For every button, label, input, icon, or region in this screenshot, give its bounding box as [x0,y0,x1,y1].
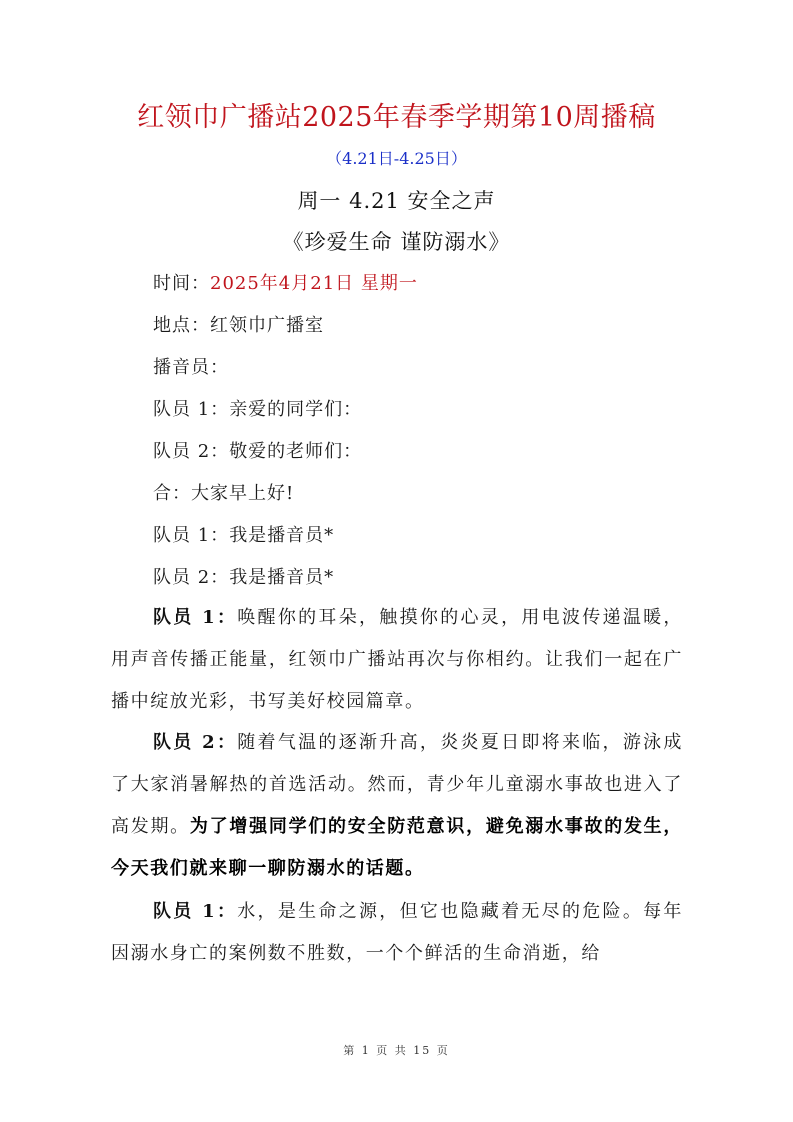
announcers-label: 播音员： [153,357,229,378]
paragraph-text: 随着气温的逐渐升高，炎炎夏日即将来临，游泳成了大家消暑解热的首选活动。然而，青少年儿童溺水事故也进入了高发期。 [111,732,684,837]
dialogue-line [153,523,334,549]
dialogue-text: 大家早上好! [191,483,295,504]
topic-title: 《珍爱生命 谨防溺水》 [282,230,511,254]
dialogue-line [153,481,294,507]
time-label: 时间： [153,273,210,294]
dialogue-text: 我是播音员* [229,525,335,546]
speaker-label: 队员 1： [153,525,230,546]
date-range: （4.21日-4.25日） [326,149,467,168]
paragraph-bold-text: 为了增强同学们的安全防范意识，避免溺水事故的发生，今天我们就来聊一聊防溺水的话题。 [111,816,683,879]
speaker-label: 队员 2： [153,441,230,462]
speaker-label: 队员 1： [153,901,238,922]
speaker-label: 队员 2： [153,732,238,753]
place-value: 红领巾广播室 [210,315,324,336]
dialogue-line [153,439,362,465]
dialogue-text: 亲爱的同学们： [229,399,363,420]
speaker-label: 队员 1： [153,607,238,628]
paragraph [111,597,683,723]
dialogue-text: 敬爱的老师们： [229,441,363,462]
section-heading: 周一 4.21 安全之声 [297,189,496,213]
dialogue-line [153,397,362,423]
speaker-label: 队员 1： [153,399,230,420]
announcers-line [153,355,229,381]
document-title: 红领巾广播站2025年春季学期第10周播稿 [137,102,656,133]
speaker-label: 队员 2： [153,567,230,588]
paragraph-text: 水，是生命之源，但它也隐藏着无尽的危险。每年因溺水身亡的案例数不胜数，一个个鲜活的生命消逝，给 [111,901,684,964]
time-line [153,271,418,297]
place-label: 地点： [153,315,210,336]
paragraph [111,722,683,890]
paragraph [111,891,683,975]
dialogue-line [153,565,334,591]
place-line [153,313,324,339]
page-footer: 第 1 页 共 15 页 [343,1044,450,1057]
speaker-label: 合： [153,483,191,504]
time-value: 2025年4月21日 星期一 [210,273,418,294]
paragraph-text: 唤醒你的耳朵，触摸你的心灵，用电波传递温暖，用声音传播正能量，红领巾广播站再次与你相约。让我们一起在广播中绽放光彩，书写美好校园篇章。 [111,607,684,712]
dialogue-text: 我是播音员* [229,567,335,588]
